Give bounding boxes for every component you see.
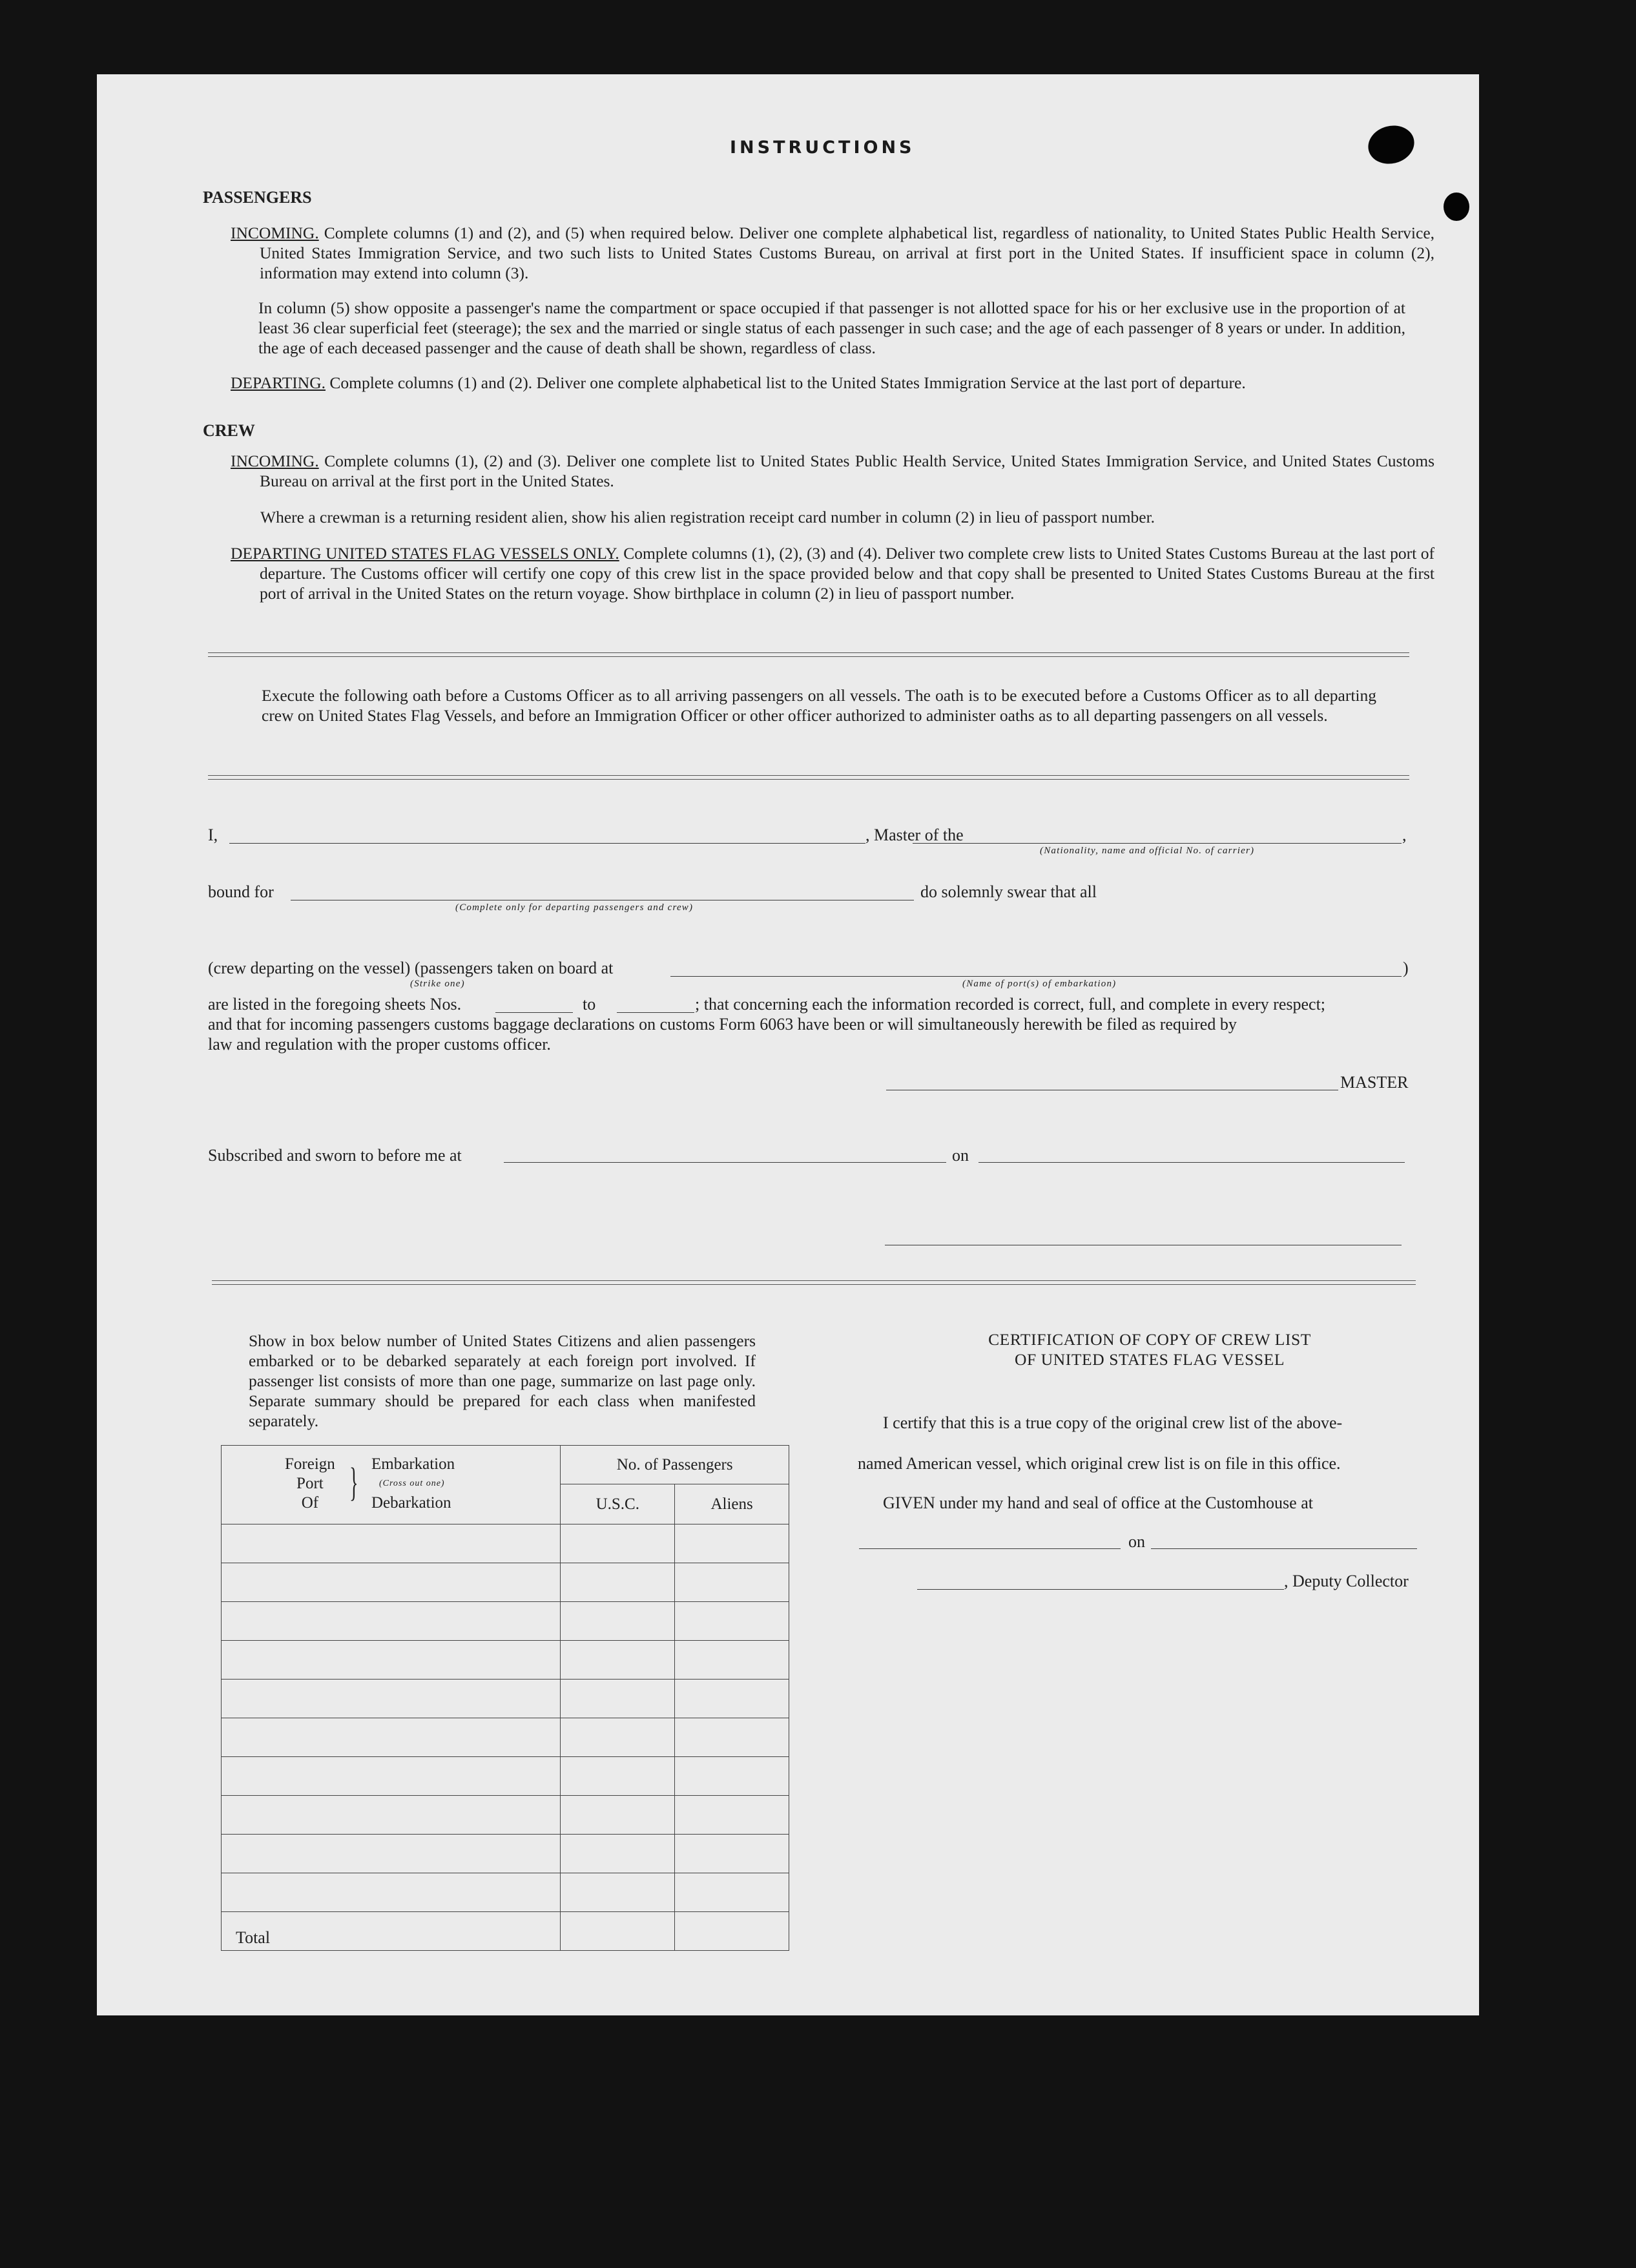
aliens-cell[interactable] — [675, 1641, 789, 1680]
foreign-label: Foreign — [285, 1455, 335, 1473]
passengers-incoming-label: INCOMING. — [231, 224, 319, 242]
table-row — [222, 1835, 789, 1873]
summary-instruction: Show in box below number of United States Citizens and alien passengers embarked or to be debarked separately at each foreign port involved. If passenger list consists of more than one page, summarize on last page only. Separate summary should be prepared for each class when manifested separately. — [249, 1331, 756, 1430]
sheet-from-field[interactable] — [495, 1012, 573, 1013]
divider-3 — [212, 1280, 1416, 1285]
aliens-cell[interactable] — [675, 1835, 789, 1873]
aliens-cell[interactable] — [675, 1602, 789, 1641]
usc-header: U.S.C. — [561, 1484, 675, 1524]
passengers-departing-label: DEPARTING. — [231, 373, 326, 392]
of-label: Of — [301, 1494, 319, 1512]
listed-to-label: to — [583, 995, 596, 1014]
sheet-to-field[interactable] — [617, 1012, 694, 1013]
certification-title — [891, 1329, 1408, 1369]
usc-cell[interactable] — [561, 1524, 675, 1563]
aliens-cell[interactable] — [675, 1757, 789, 1796]
master-label: MASTER — [1340, 1073, 1409, 1092]
page-title: INSTRUCTIONS — [730, 138, 915, 158]
table-row — [222, 1563, 789, 1602]
table-row — [222, 1680, 789, 1718]
total-aliens-cell[interactable] — [675, 1912, 789, 1951]
carrier-field[interactable] — [913, 843, 1402, 844]
passengers-heading: PASSENGERS — [203, 188, 312, 207]
ink-blot — [1444, 192, 1469, 221]
oath-i-label: I, — [208, 826, 218, 844]
aliens-cell[interactable] — [675, 1796, 789, 1835]
port-cell[interactable] — [222, 1680, 561, 1718]
port-cell[interactable] — [222, 1718, 561, 1757]
customhouse-field[interactable] — [859, 1548, 1121, 1549]
crew-departing-text: Complete columns (1), (2), (3) and (4). Deliver two complete crew lists to United States Customs Bureau at the last port of departure. The Customs officer will certify one copy of this crew list in the space provided below and that copy shall be presented to United States Customs Bureau at the first port of arrival in the United States on the return voyage. Show birthplace in column (2) in lieu of passport number. — [260, 544, 1434, 603]
certification-title-line2: OF UNITED STATES FLAG VESSEL — [1014, 1350, 1285, 1369]
solemnly-label: do solemnly swear that all — [920, 882, 1097, 901]
crew-incoming-paragraph — [231, 451, 1434, 491]
column5-paragraph: In column (5) show opposite a passenger's name the compartment or space occupied if that passenger is not allotted space for his or her exclusive use in the proportion of at least 36 clear superficial feet (steerage); the sex and the married or single status of each passenger in such case; and the age of each passenger of 8 years or under. In addition, the age of each deceased passenger and the cause of death shall be shown, regardless of class. — [258, 298, 1405, 357]
bound-for-label: bound for — [208, 882, 274, 901]
total-usc-cell[interactable] — [561, 1912, 675, 1951]
passengers-incoming-paragraph — [231, 223, 1434, 283]
nationality-caption: (Nationality, name and official No. of carrier) — [1040, 846, 1255, 856]
certification-title-line1: CERTIFICATION OF COPY OF CREW LIST — [988, 1330, 1311, 1349]
usc-cell[interactable] — [561, 1602, 675, 1641]
cert-on-label: on — [1128, 1532, 1145, 1551]
total-label: Total — [222, 1912, 561, 1951]
divider-1 — [208, 652, 1409, 657]
port-cell[interactable] — [222, 1563, 561, 1602]
table-row — [222, 1524, 789, 1563]
aliens-cell[interactable] — [675, 1524, 789, 1563]
usc-cell[interactable] — [561, 1796, 675, 1835]
usc-cell[interactable] — [561, 1641, 675, 1680]
port-label: Port — [296, 1475, 324, 1492]
table-row — [222, 1641, 789, 1680]
divider-2 — [208, 775, 1409, 780]
sworn-on-label: on — [952, 1146, 969, 1165]
aliens-cell[interactable] — [675, 1563, 789, 1602]
table-row — [222, 1602, 789, 1641]
embarkation-label: Embarkation — [371, 1455, 455, 1473]
usc-cell[interactable] — [561, 1757, 675, 1796]
deputy-collector-label: , Deputy Collector — [1284, 1572, 1409, 1590]
listed-prefix: are listed in the foregoing sheets Nos. — [208, 995, 462, 1014]
crew-incoming-text: Complete columns (1), (2) and (3). Deliver one complete list to United States Public Health Service, United States Immigration Service, and United States Customs Bureau on arrival at the first port in the United States. — [260, 452, 1435, 490]
aliens-cell[interactable] — [675, 1718, 789, 1757]
debarkation-label: Debarkation — [371, 1494, 451, 1512]
certify-line1: I certify that this is a true copy of the original crew list of the above- — [883, 1413, 1343, 1432]
total-row — [222, 1912, 789, 1951]
port-header-cell — [222, 1446, 561, 1524]
aliens-cell[interactable] — [675, 1680, 789, 1718]
passengers-incoming-text: Complete columns (1) and (2), and (5) when required below. Deliver one complete alphabetical list, regardless of nationality, to United States Public Health Service, United States Immigration Service, and two such lists to United States Customs Bureau, on arrival at first port in the United States. If insufficient space in column (2), information may extend into column (3). — [260, 224, 1435, 282]
sworn-place-field[interactable] — [504, 1162, 946, 1163]
strike-one-caption: (Strike one) — [410, 979, 465, 989]
embarkation-ports-field[interactable] — [670, 976, 1402, 977]
crew-incoming-label: INCOMING. — [231, 452, 319, 470]
oath-instruction: Execute the following oath before a Customs Officer as to all arriving passengers on all vessels. The oath is to be executed before a Customs Officer as to all departing crew on United States Flag Vessels, and before an Immigration Officer or other officer authorized to administer oaths as to all departing passengers on all vessels. — [262, 686, 1376, 725]
crew-resident-paragraph: Where a crewman is a returning resident alien, show his alien registration receipt card number in column (2) in lieu of passport number. — [260, 508, 1155, 526]
port-cell[interactable] — [222, 1873, 561, 1912]
comma-label: , — [1402, 826, 1407, 844]
brace-icon: } — [349, 1461, 358, 1504]
port-cell[interactable] — [222, 1757, 561, 1796]
port-cell[interactable] — [222, 1602, 561, 1641]
crew-departing-paragraph — [231, 543, 1434, 603]
usc-cell[interactable] — [561, 1680, 675, 1718]
listed-line2: and that for incoming passengers customs baggage declarations on customs Form 6063 have been or will simultaneously herewith be filed as required by — [208, 1015, 1237, 1034]
crew-departing-strike: (crew departing on the vessel) (passengers taken on board at — [208, 959, 614, 977]
usc-cell[interactable] — [561, 1835, 675, 1873]
table-row — [222, 1796, 789, 1835]
crew-departing-label: DEPARTING UNITED STATES FLAG VESSELS ONLY. — [231, 544, 619, 563]
given-line: GIVEN under my hand and seal of office at the Customhouse at — [883, 1493, 1313, 1512]
table-row — [222, 1873, 789, 1912]
ink-blot — [1364, 121, 1419, 169]
listed-rest: ; that concerning each the information recorded is correct, full, and complete in every respect; — [695, 995, 1326, 1014]
port-cell[interactable] — [222, 1524, 561, 1563]
usc-cell[interactable] — [561, 1718, 675, 1757]
close-paren: ) — [1403, 959, 1409, 977]
aliens-header: Aliens — [675, 1484, 789, 1524]
certify-line2: named American vessel, which original crew list is on file in this office. — [858, 1454, 1341, 1473]
passengers-departing-text: Complete columns (1) and (2). Deliver one complete alphabetical list to the United States Immigration Service at the last port of departure. — [329, 373, 1246, 392]
cross-out-caption: (Cross out one) — [379, 1479, 445, 1488]
aliens-cell[interactable] — [675, 1873, 789, 1912]
master-name-field[interactable] — [229, 843, 865, 844]
passengers-departing-paragraph — [231, 373, 1413, 393]
sworn-date-field[interactable] — [978, 1162, 1405, 1163]
subscribed-label: Subscribed and sworn to before me at — [208, 1146, 462, 1165]
table-row — [222, 1757, 789, 1796]
master-of-label: , Master of the — [865, 826, 964, 844]
deputy-signature-field[interactable] — [917, 1589, 1284, 1590]
cert-date-field[interactable] — [1151, 1548, 1417, 1549]
crew-heading: CREW — [203, 421, 255, 440]
table-row — [222, 1718, 789, 1757]
port-cell[interactable] — [222, 1835, 561, 1873]
listed-line3: law and regulation with the proper customs officer. — [208, 1035, 551, 1054]
usc-cell[interactable] — [561, 1873, 675, 1912]
usc-cell[interactable] — [561, 1563, 675, 1602]
no-passengers-header: No. of Passengers — [561, 1446, 789, 1484]
passenger-summary-table — [221, 1445, 789, 1951]
ports-caption: (Name of port(s) of embarkation) — [962, 979, 1117, 989]
bound-caption: (Complete only for departing passengers and crew) — [455, 902, 694, 913]
port-cell[interactable] — [222, 1641, 561, 1680]
port-cell[interactable] — [222, 1796, 561, 1835]
form-sheet — [97, 74, 1479, 2015]
